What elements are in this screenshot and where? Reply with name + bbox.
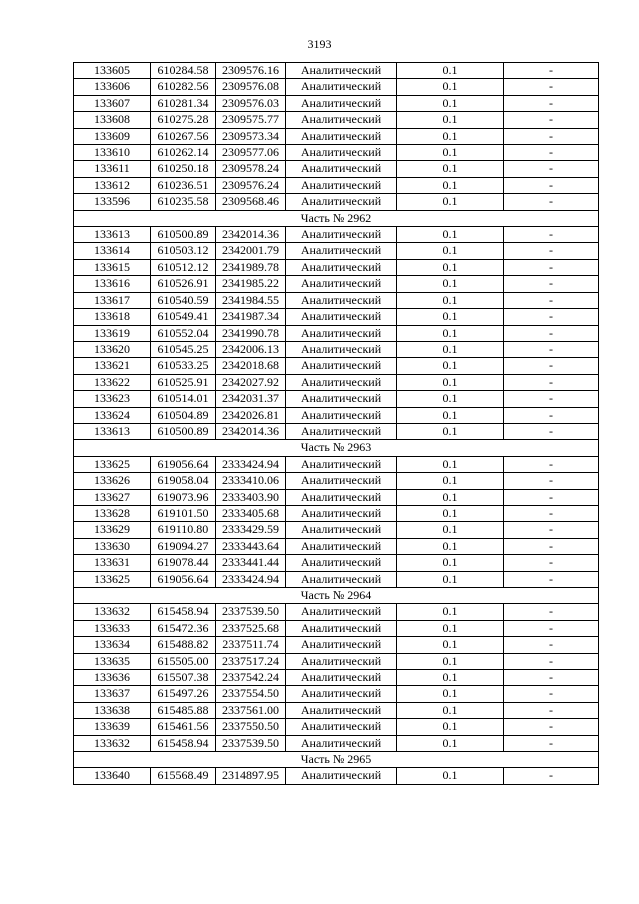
method-cell: Аналитический [286,177,397,193]
table-row [74,161,599,177]
method-cell: Аналитический [286,702,397,718]
note-cell: - [504,243,599,259]
y-coordinate-cell: 2333441.44 [216,555,286,571]
point-id-cell: 133635 [74,653,151,669]
part-header-row [74,210,599,226]
note-cell: - [504,522,599,538]
note-cell: - [504,456,599,472]
note-cell: - [504,177,599,193]
y-coordinate-cell: 2342031.37 [216,391,286,407]
table-row [74,374,599,390]
x-coordinate-cell: 610533.25 [151,358,216,374]
method-cell: Аналитический [286,555,397,571]
x-coordinate-cell: 619056.64 [151,571,216,587]
precision-cell: 0.1 [397,128,504,144]
note-cell: - [504,407,599,423]
point-id-cell: 133636 [74,670,151,686]
note-cell: - [504,555,599,571]
note-cell: - [504,194,599,210]
note-cell: - [504,325,599,341]
coordinates-table [73,62,599,785]
table-row [74,538,599,554]
y-coordinate-cell: 2337554.50 [216,686,286,702]
table-row [74,637,599,653]
point-id-cell: 133632 [74,735,151,751]
note-cell: - [504,637,599,653]
precision-cell: 0.1 [397,653,504,669]
point-id-cell: 133626 [74,473,151,489]
method-cell: Аналитический [286,391,397,407]
table-row [74,735,599,751]
x-coordinate-cell: 619101.50 [151,505,216,521]
x-coordinate-cell: 610235.58 [151,194,216,210]
y-coordinate-cell: 2333443.64 [216,538,286,554]
x-coordinate-cell: 610284.58 [151,63,216,79]
y-coordinate-cell: 2309568.46 [216,194,286,210]
precision-cell: 0.1 [397,637,504,653]
point-id-cell: 133606 [74,79,151,95]
method-cell: Аналитический [286,735,397,751]
page-number: 3193 [307,37,332,51]
method-cell: Аналитический [286,259,397,275]
note-cell: - [504,276,599,292]
method-cell: Аналитический [286,473,397,489]
note-cell: - [504,489,599,505]
precision-cell: 0.1 [397,112,504,128]
table-row [74,63,599,79]
point-id-cell: 133638 [74,702,151,718]
x-coordinate-cell: 615488.82 [151,637,216,653]
x-coordinate-cell: 610282.56 [151,79,216,95]
precision-cell: 0.1 [397,227,504,243]
note-cell: - [504,309,599,325]
y-coordinate-cell: 2333424.94 [216,456,286,472]
x-coordinate-cell: 615458.94 [151,604,216,620]
x-coordinate-cell: 615472.36 [151,620,216,636]
method-cell: Аналитический [286,358,397,374]
method-cell: Аналитический [286,63,397,79]
method-cell: Аналитический [286,637,397,653]
note-cell: - [504,571,599,587]
note-cell: - [504,145,599,161]
table-row [74,571,599,587]
method-cell: Аналитический [286,456,397,472]
method-cell: Аналитический [286,653,397,669]
x-coordinate-cell: 610250.18 [151,161,216,177]
table-row [74,719,599,735]
precision-cell: 0.1 [397,95,504,111]
precision-cell: 0.1 [397,670,504,686]
x-coordinate-cell: 615485.88 [151,702,216,718]
table-row [74,276,599,292]
table-row [74,456,599,472]
point-id-cell: 133621 [74,358,151,374]
part-header-row [74,752,599,768]
point-id-cell: 133632 [74,604,151,620]
table-row [74,604,599,620]
precision-cell: 0.1 [397,358,504,374]
method-cell: Аналитический [286,407,397,423]
x-coordinate-cell: 610236.51 [151,177,216,193]
table-row [74,620,599,636]
y-coordinate-cell: 2341985.22 [216,276,286,292]
x-coordinate-cell: 610500.89 [151,227,216,243]
precision-cell: 0.1 [397,686,504,702]
method-cell: Аналитический [286,719,397,735]
x-coordinate-cell: 610262.14 [151,145,216,161]
x-coordinate-cell: 610504.89 [151,407,216,423]
part-label: Часть № 2963 [74,440,599,456]
table-row [74,145,599,161]
y-coordinate-cell: 2309576.08 [216,79,286,95]
method-cell: Аналитический [286,670,397,686]
y-coordinate-cell: 2337561.00 [216,702,286,718]
method-cell: Аналитический [286,620,397,636]
method-cell: Аналитический [286,423,397,439]
coordinates-table-body [74,63,599,785]
table-row [74,702,599,718]
y-coordinate-cell: 2341989.78 [216,259,286,275]
precision-cell: 0.1 [397,259,504,275]
x-coordinate-cell: 615505.00 [151,653,216,669]
x-coordinate-cell: 615461.56 [151,719,216,735]
y-coordinate-cell: 2309577.06 [216,145,286,161]
y-coordinate-cell: 2314897.95 [216,768,286,784]
note-cell: - [504,538,599,554]
table-row [74,768,599,784]
y-coordinate-cell: 2309576.16 [216,63,286,79]
table-row [74,243,599,259]
point-id-cell: 133608 [74,112,151,128]
x-coordinate-cell: 610540.59 [151,292,216,308]
y-coordinate-cell: 2337539.50 [216,604,286,620]
precision-cell: 0.1 [397,374,504,390]
table-row [74,407,599,423]
point-id-cell: 133624 [74,407,151,423]
note-cell: - [504,161,599,177]
point-id-cell: 133633 [74,620,151,636]
point-id-cell: 133618 [74,309,151,325]
method-cell: Аналитический [286,341,397,357]
precision-cell: 0.1 [397,276,504,292]
x-coordinate-cell: 615568.49 [151,768,216,784]
point-id-cell: 133631 [74,555,151,571]
x-coordinate-cell: 610512.12 [151,259,216,275]
part-header-row [74,440,599,456]
y-coordinate-cell: 2342027.92 [216,374,286,390]
table-row [74,391,599,407]
precision-cell: 0.1 [397,473,504,489]
precision-cell: 0.1 [397,571,504,587]
precision-cell: 0.1 [397,538,504,554]
precision-cell: 0.1 [397,522,504,538]
y-coordinate-cell: 2342018.68 [216,358,286,374]
y-coordinate-cell: 2337542.24 [216,670,286,686]
precision-cell: 0.1 [397,292,504,308]
method-cell: Аналитический [286,374,397,390]
y-coordinate-cell: 2342014.36 [216,227,286,243]
x-coordinate-cell: 610545.25 [151,341,216,357]
table-row [74,653,599,669]
y-coordinate-cell: 2333429.59 [216,522,286,538]
x-coordinate-cell: 610503.12 [151,243,216,259]
y-coordinate-cell: 2333410.06 [216,473,286,489]
point-id-cell: 133640 [74,768,151,784]
table-row [74,95,599,111]
note-cell: - [504,79,599,95]
part-label: Часть № 2965 [74,752,599,768]
x-coordinate-cell: 610526.91 [151,276,216,292]
x-coordinate-cell: 615458.94 [151,735,216,751]
y-coordinate-cell: 2309576.03 [216,95,286,111]
point-id-cell: 133623 [74,391,151,407]
precision-cell: 0.1 [397,489,504,505]
point-id-cell: 133607 [74,95,151,111]
precision-cell: 0.1 [397,63,504,79]
method-cell: Аналитический [286,604,397,620]
point-id-cell: 133625 [74,571,151,587]
y-coordinate-cell: 2342026.81 [216,407,286,423]
method-cell: Аналитический [286,276,397,292]
precision-cell: 0.1 [397,555,504,571]
y-coordinate-cell: 2337525.68 [216,620,286,636]
precision-cell: 0.1 [397,604,504,620]
point-id-cell: 133609 [74,128,151,144]
table-row [74,341,599,357]
point-id-cell: 133596 [74,194,151,210]
x-coordinate-cell: 610514.01 [151,391,216,407]
precision-cell: 0.1 [397,391,504,407]
method-cell: Аналитический [286,79,397,95]
method-cell: Аналитический [286,112,397,128]
method-cell: Аналитический [286,145,397,161]
note-cell: - [504,423,599,439]
y-coordinate-cell: 2342001.79 [216,243,286,259]
note-cell: - [504,112,599,128]
method-cell: Аналитический [286,522,397,538]
x-coordinate-cell: 619110.80 [151,522,216,538]
precision-cell: 0.1 [397,309,504,325]
note-cell: - [504,95,599,111]
precision-cell: 0.1 [397,79,504,95]
note-cell: - [504,670,599,686]
precision-cell: 0.1 [397,456,504,472]
table-row [74,489,599,505]
point-id-cell: 133611 [74,161,151,177]
table-row [74,505,599,521]
point-id-cell: 133615 [74,259,151,275]
method-cell: Аналитический [286,161,397,177]
note-cell: - [504,358,599,374]
x-coordinate-cell: 610267.56 [151,128,216,144]
table-row [74,194,599,210]
point-id-cell: 133613 [74,227,151,243]
note-cell: - [504,259,599,275]
point-id-cell: 133619 [74,325,151,341]
note-cell: - [504,735,599,751]
method-cell: Аналитический [286,768,397,784]
note-cell: - [504,292,599,308]
note-cell: - [504,702,599,718]
precision-cell: 0.1 [397,719,504,735]
y-coordinate-cell: 2342006.13 [216,341,286,357]
y-coordinate-cell: 2309576.24 [216,177,286,193]
x-coordinate-cell: 619073.96 [151,489,216,505]
point-id-cell: 133639 [74,719,151,735]
precision-cell: 0.1 [397,423,504,439]
point-id-cell: 133622 [74,374,151,390]
precision-cell: 0.1 [397,325,504,341]
table-row [74,358,599,374]
y-coordinate-cell: 2337511.74 [216,637,286,653]
y-coordinate-cell: 2342014.36 [216,423,286,439]
point-id-cell: 133613 [74,423,151,439]
note-cell: - [504,719,599,735]
note-cell: - [504,63,599,79]
x-coordinate-cell: 619056.64 [151,456,216,472]
x-coordinate-cell: 610275.28 [151,112,216,128]
method-cell: Аналитический [286,128,397,144]
point-id-cell: 133625 [74,456,151,472]
y-coordinate-cell: 2341984.55 [216,292,286,308]
note-cell: - [504,341,599,357]
point-id-cell: 133628 [74,505,151,521]
precision-cell: 0.1 [397,341,504,357]
method-cell: Аналитический [286,95,397,111]
note-cell: - [504,686,599,702]
note-cell: - [504,505,599,521]
note-cell: - [504,128,599,144]
method-cell: Аналитический [286,489,397,505]
point-id-cell: 133610 [74,145,151,161]
y-coordinate-cell: 2309573.34 [216,128,286,144]
x-coordinate-cell: 615497.26 [151,686,216,702]
point-id-cell: 133620 [74,341,151,357]
y-coordinate-cell: 2337550.50 [216,719,286,735]
x-coordinate-cell: 610552.04 [151,325,216,341]
table-row [74,79,599,95]
table-row [74,522,599,538]
note-cell: - [504,604,599,620]
x-coordinate-cell: 619058.04 [151,473,216,489]
table-row [74,177,599,193]
note-cell: - [504,374,599,390]
y-coordinate-cell: 2309578.24 [216,161,286,177]
table-row [74,555,599,571]
method-cell: Аналитический [286,505,397,521]
precision-cell: 0.1 [397,407,504,423]
note-cell: - [504,653,599,669]
y-coordinate-cell: 2341990.78 [216,325,286,341]
point-id-cell: 133637 [74,686,151,702]
precision-cell: 0.1 [397,161,504,177]
table-row [74,128,599,144]
precision-cell: 0.1 [397,177,504,193]
note-cell: - [504,473,599,489]
precision-cell: 0.1 [397,702,504,718]
table-row [74,112,599,128]
x-coordinate-cell: 610281.34 [151,95,216,111]
part-header-row [74,588,599,604]
note-cell: - [504,768,599,784]
point-id-cell: 133605 [74,63,151,79]
x-coordinate-cell: 610525.91 [151,374,216,390]
y-coordinate-cell: 2333403.90 [216,489,286,505]
x-coordinate-cell: 615507.38 [151,670,216,686]
part-label: Часть № 2964 [74,588,599,604]
table-row [74,670,599,686]
precision-cell: 0.1 [397,194,504,210]
method-cell: Аналитический [286,325,397,341]
y-coordinate-cell: 2341987.34 [216,309,286,325]
point-id-cell: 133614 [74,243,151,259]
precision-cell: 0.1 [397,145,504,161]
method-cell: Аналитический [286,227,397,243]
method-cell: Аналитический [286,686,397,702]
table-row [74,473,599,489]
method-cell: Аналитический [286,571,397,587]
note-cell: - [504,227,599,243]
table-row [74,309,599,325]
point-id-cell: 133634 [74,637,151,653]
precision-cell: 0.1 [397,243,504,259]
method-cell: Аналитический [286,243,397,259]
x-coordinate-cell: 610500.89 [151,423,216,439]
x-coordinate-cell: 619094.27 [151,538,216,554]
table-row [74,259,599,275]
point-id-cell: 133627 [74,489,151,505]
point-id-cell: 133612 [74,177,151,193]
part-label: Часть № 2962 [74,210,599,226]
note-cell: - [504,620,599,636]
point-id-cell: 133630 [74,538,151,554]
method-cell: Аналитический [286,292,397,308]
y-coordinate-cell: 2333424.94 [216,571,286,587]
precision-cell: 0.1 [397,735,504,751]
table-row [74,227,599,243]
x-coordinate-cell: 619078.44 [151,555,216,571]
point-id-cell: 133617 [74,292,151,308]
precision-cell: 0.1 [397,505,504,521]
y-coordinate-cell: 2337517.24 [216,653,286,669]
point-id-cell: 133629 [74,522,151,538]
y-coordinate-cell: 2333405.68 [216,505,286,521]
table-row [74,423,599,439]
table-row [74,686,599,702]
note-cell: - [504,391,599,407]
y-coordinate-cell: 2309575.77 [216,112,286,128]
precision-cell: 0.1 [397,768,504,784]
table-row [74,292,599,308]
y-coordinate-cell: 2337539.50 [216,735,286,751]
method-cell: Аналитический [286,538,397,554]
table-row [74,325,599,341]
method-cell: Аналитический [286,309,397,325]
precision-cell: 0.1 [397,620,504,636]
point-id-cell: 133616 [74,276,151,292]
method-cell: Аналитический [286,194,397,210]
x-coordinate-cell: 610549.41 [151,309,216,325]
